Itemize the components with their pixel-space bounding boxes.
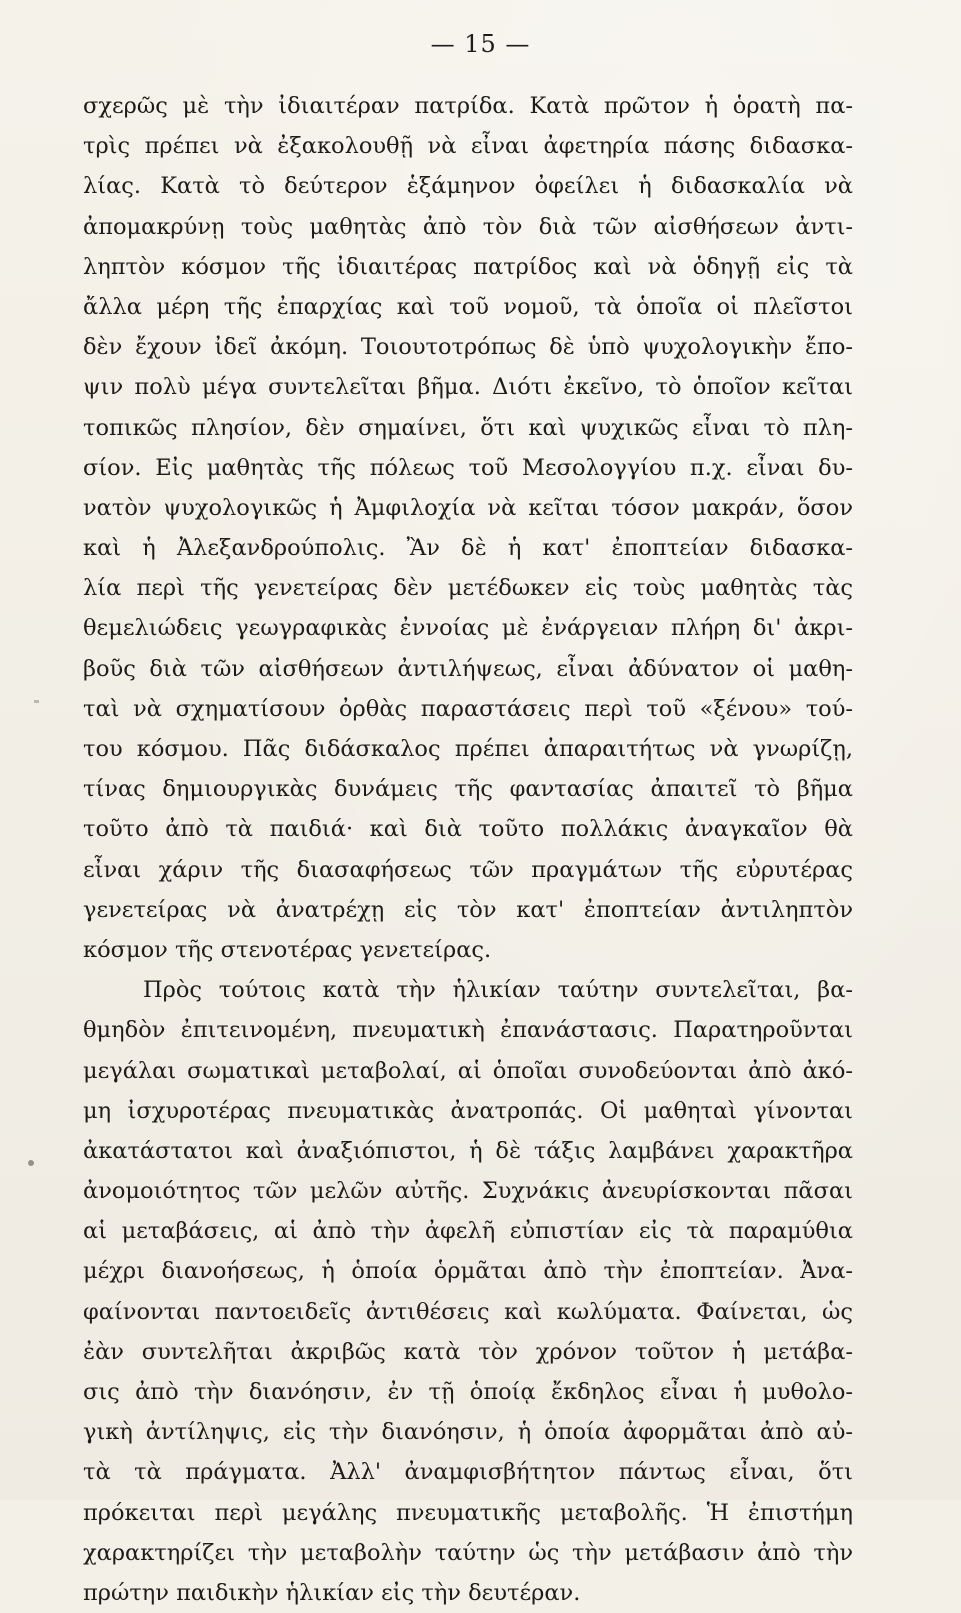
text-line: καὶ ἡ Ἀλεξανδρούπολις. Ἂν δὲ ἡ κατ' ἐποπτείαν διδασκα-: [83, 535, 853, 562]
print-speck: [28, 1160, 34, 1166]
text-line: τίνας δημιουργικὰς δυνάμεις τῆς φαντασίας ἀπαιτεῖ τὸ βῆμα: [83, 776, 853, 803]
text-line: του κόσμου. Πᾶς διδάσκαλος πρέπει ἀπαραιτήτως νὰ γνωρίζῃ,: [83, 736, 853, 762]
text-line: πρώτην παιδικὴν ἡλικίαν εἰς τὴν δευτέραν.: [83, 1579, 581, 1606]
text-line: σις ἀπὸ τὴν διανόησιν, ἐν τῇ ὁποίᾳ ἔκδηλος εἶναι ἡ μυθολο-: [83, 1379, 853, 1405]
text-line: ἄλλα μέρη τῆς ἐπαρχίας καὶ τοῦ νομοῦ, τὰ ὁποῖα οἱ πλεῖστοι: [83, 293, 853, 320]
text-line: σίον. Εἰς μαθητὰς τῆς πόλεως τοῦ Μεσολογγίου π.χ. εἶναι δυ-: [83, 454, 853, 481]
text-line: γενετείρας νὰ ἀνατρέχῃ εἰς τὸν κατ' ἐποπτείαν ἀντιληπτὸν: [83, 896, 853, 923]
text-line: θμηδὸν ἐπιτεινομένη, πνευματικὴ ἐπανάστασις. Παρατηροῦνται: [83, 1017, 853, 1044]
print-mark: [34, 700, 39, 703]
text-line: φαίνονται παντοειδεῖς ἀντιθέσεις καὶ κωλύματα. Φαίνεται, ὡς: [83, 1298, 853, 1325]
text-line: γικὴ ἀντίληψις, εἰς τὴν διανόησιν, ἡ ὁποία ἀφορμᾶται ἀπὸ αὐ-: [83, 1419, 853, 1446]
text-line: νατὸν ψυχολογικῶς ἡ Ἀμφιλοχία νὰ κεῖται τόσον μακράν, ὅσον: [83, 494, 853, 521]
text-line: κόσμον τῆς στενοτέρας γενετείρας.: [83, 936, 492, 963]
text-line: τοῦτο ἀπὸ τὰ παιδιά· καὶ διὰ τοῦτο πολλάκις ἀναγκαῖον θὰ: [83, 816, 853, 843]
text-line: μέχρι διανοήσεως, ἡ ὁποία ὁρμᾶται ἀπὸ τὴν ἐποπτείαν. Ἀνα-: [83, 1258, 853, 1285]
text-line: ταὶ νὰ σχηματίσουν ὀρθὰς παραστάσεις περὶ τοῦ «ξένου» τού-: [83, 695, 853, 722]
page-number: — 15 —: [430, 30, 531, 58]
text-line: θεμελιώδεις γεωγραφικὰς ἐννοίας μὲ ἐνάργειαν πλήρη δι' ἀκρι-: [83, 615, 853, 642]
paragraph-2: [83, 970, 853, 1613]
body-text: [83, 86, 853, 1613]
text-line: λίας. Κατὰ τὸ δεύτερον ἑξάμηνον ὀφείλει ἡ διδασκαλία νὰ: [83, 173, 853, 200]
text-line: ἐὰν συντελῆται ἀκριβῶς κατὰ τὸν χρόνον τοῦτον ἡ μετάβα-: [83, 1338, 853, 1365]
paragraph-1: [83, 86, 853, 970]
text-line: τὰ τὰ πράγματα. Ἀλλ' ἀναμφισβήτητον πάντως εἶναι, ὅτι: [83, 1459, 853, 1486]
text-line: μη ἰσχυροτέρας πνευματικὰς ἀνατροπάς. Οἱ μαθηταὶ γίνονται: [83, 1097, 853, 1124]
text-line: Πρὸς τούτοις κατὰ τὴν ἡλικίαν ταύτην συντελεῖται, βα-: [143, 977, 853, 1004]
text-line: ψιν πολὺ μέγα συντελεῖται βῆμα. Διότι ἐκεῖνο, τὸ ὁποῖον κεῖται: [83, 374, 853, 401]
text-line: σχερῶς μὲ τὴν ἰδιαιτέραν πατρίδα. Κατὰ πρῶτον ἡ ὁρατὴ πα-: [83, 93, 853, 119]
text-line: ἀκατάστατοι καὶ ἀναξιόπιστοι, ἡ δὲ τάξις λαμβάνει χαρακτῆρα: [83, 1137, 853, 1164]
text-line: τοπικῶς πλησίον, δὲν σημαίνει, ὅτι καὶ ψυχικῶς εἶναι τὸ πλη-: [83, 414, 853, 441]
text-line: δὲν ἔχουν ἰδεῖ ἀκόμη. Τοιουτοτρόπως δὲ ὑπὸ ψυχολογικὴν ἔπο-: [83, 334, 853, 361]
text-line: μεγάλαι σωματικαὶ μεταβολαί, αἱ ὁποῖαι συνοδεύονται ἀπὸ ἀκό-: [83, 1057, 853, 1084]
text-line: ἀπομακρύνῃ τοὺς μαθητὰς ἀπὸ τὸν διὰ τῶν αἰσθήσεων ἀντι-: [83, 213, 853, 240]
text-line: τρὶς πρέπει νὰ ἐξακολουθῇ νὰ εἶναι ἀφετηρία πάσης διδασκα-: [83, 133, 853, 160]
text-line: ἀνομοιότητος τῶν μελῶν αὐτῆς. Συχνάκις ἀνευρίσκονται πᾶσαι: [83, 1178, 853, 1205]
text-line: αἱ μεταβάσεις, αἱ ἀπὸ τὴν ἀφελῆ εὐπιστίαν εἰς τὰ παραμύθια: [83, 1218, 853, 1245]
text-line: πρόκειται περὶ μεγάλης πνευματικῆς μεταβολῆς. Ἡ ἐπιστήμη: [83, 1499, 853, 1526]
text-line: ληπτὸν κόσμον τῆς ἰδιαιτέρας πατρίδος καὶ νὰ ὁδηγῇ εἰς τὰ: [83, 253, 853, 280]
text-line: βοῦς διὰ τῶν αἰσθήσεων ἀντιλήψεως, εἶναι ἀδύνατον οἱ μαθη-: [83, 655, 853, 682]
text-line: εἶναι χάριν τῆς διασαφήσεως τῶν πραγμάτων τῆς εὐρυτέρας: [83, 856, 853, 883]
text-line: λία περὶ τῆς γενετείρας δὲν μετέδωκεν εἰς τοὺς μαθητὰς τὰς: [83, 575, 853, 602]
text-line: χαρακτηρίζει τὴν μεταβολὴν ταύτην ὡς τὴν μετάβασιν ἀπὸ τὴν: [83, 1539, 853, 1566]
